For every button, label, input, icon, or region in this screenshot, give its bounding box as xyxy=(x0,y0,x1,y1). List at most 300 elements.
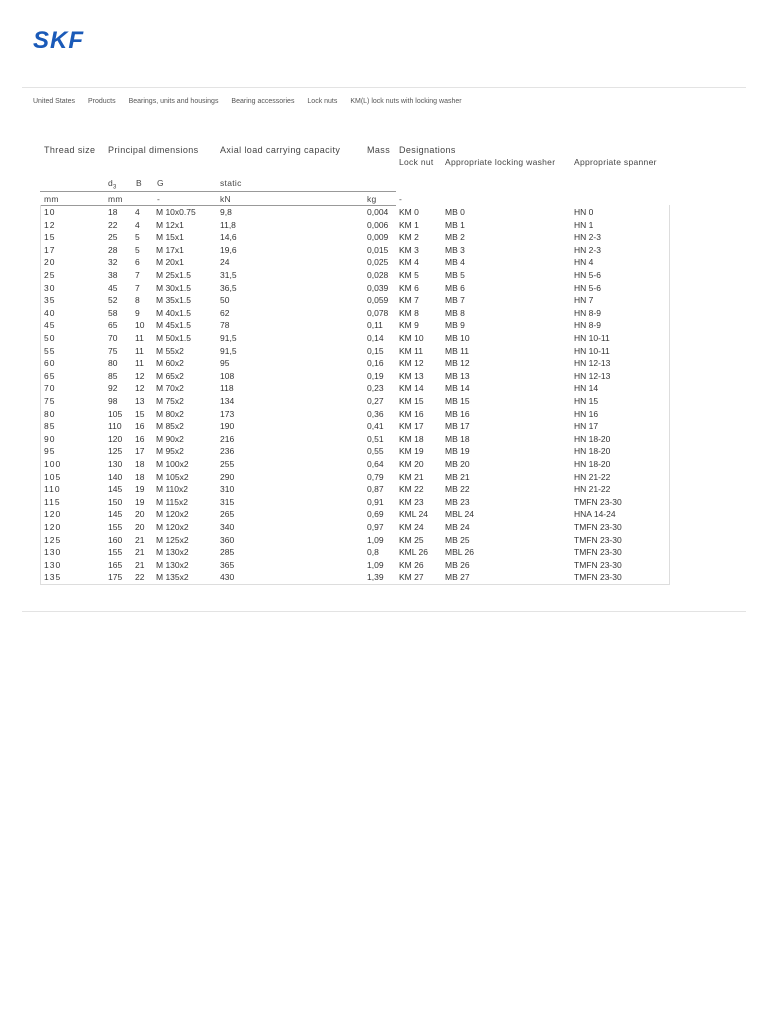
cell-thread-size: 30 xyxy=(44,282,56,293)
cell-locking-washer: MB 19 xyxy=(445,446,470,457)
cell-spanner: HN 4 xyxy=(574,257,594,268)
cell-d3: 125 xyxy=(108,446,123,457)
cell-locking-washer: MB 6 xyxy=(445,282,465,293)
cell-axial-load: 216 xyxy=(220,433,235,444)
cell-axial-load: 95 xyxy=(220,358,230,369)
cell-spanner: HN 10-11 xyxy=(574,345,610,356)
cell-mass: 0,8 xyxy=(367,547,379,558)
cell-mass: 0,009 xyxy=(367,232,389,243)
table-row xyxy=(40,244,670,257)
table-row xyxy=(40,282,670,295)
header-axial-load: Axial load carrying capacity xyxy=(220,145,341,155)
cell-thread-size: 75 xyxy=(44,396,56,406)
cell-g: M 50x1.5 xyxy=(156,333,191,343)
cell-axial-load: 91,5 xyxy=(220,333,237,343)
cell-b: 11 xyxy=(135,345,144,356)
cell-spanner: HN 8-9 xyxy=(574,307,601,318)
cell-g: M 25x1.5 xyxy=(156,270,191,280)
cell-lock-nut: KM 8 xyxy=(399,307,419,318)
table-row xyxy=(40,206,670,219)
header-principal-dimensions: Principal dimensions xyxy=(108,145,199,155)
cell-b: 4 xyxy=(135,219,140,230)
table-row xyxy=(40,571,670,584)
cell-locking-washer: MBL 26 xyxy=(445,547,474,558)
cell-axial-load: 62 xyxy=(220,307,230,318)
cell-lock-nut: KML 26 xyxy=(399,547,428,558)
cell-spanner: HN 16 xyxy=(574,408,599,419)
cell-spanner: HN 5-6 xyxy=(574,270,601,280)
breadcrumb-united-states[interactable]: United States xyxy=(33,98,76,105)
symbol-static: static xyxy=(220,178,242,188)
unit-g: - xyxy=(157,194,161,204)
breadcrumb xyxy=(33,98,473,105)
cell-g: M 115x2 xyxy=(156,496,188,507)
cell-spanner: HNA 14-24 xyxy=(574,509,616,520)
cell-mass: 0,025 xyxy=(367,257,389,268)
cell-lock-nut: KM 15 xyxy=(399,396,424,406)
table-row xyxy=(40,219,670,232)
cell-mass: 0,11 xyxy=(367,320,383,331)
cell-g: M 70x2 xyxy=(156,383,184,394)
cell-locking-washer: MB 11 xyxy=(445,345,469,356)
cell-mass: 0,79 xyxy=(367,471,384,482)
cell-locking-washer: MB 14 xyxy=(445,383,470,394)
cell-spanner: HN 10-11 xyxy=(574,333,610,343)
cell-lock-nut: KML 24 xyxy=(399,509,428,520)
cell-thread-size: 130 xyxy=(44,547,62,558)
cell-thread-size: 25 xyxy=(44,270,56,280)
cell-locking-washer: MB 13 xyxy=(445,370,470,381)
cell-thread-size: 55 xyxy=(44,345,56,356)
cell-lock-nut: KM 5 xyxy=(399,270,419,280)
cell-g: M 85x2 xyxy=(156,421,184,432)
cell-thread-size: 130 xyxy=(44,559,62,570)
cell-g: M 95x2 xyxy=(156,446,184,457)
cell-locking-washer: MB 16 xyxy=(445,408,470,419)
cell-b: 15 xyxy=(135,408,145,419)
cell-spanner: HN 8-9 xyxy=(574,320,601,331)
header-divider xyxy=(22,87,746,88)
cell-axial-load: 236 xyxy=(220,446,235,457)
cell-g: M 12x1 xyxy=(156,219,184,230)
cell-spanner: HN 14 xyxy=(574,383,599,394)
cell-thread-size: 35 xyxy=(44,295,56,306)
cell-lock-nut: KM 19 xyxy=(399,446,424,457)
cell-lock-nut: KM 4 xyxy=(399,257,419,268)
cell-b: 7 xyxy=(135,270,140,280)
cell-lock-nut: KM 0 xyxy=(399,207,419,217)
cell-d3: 22 xyxy=(108,219,118,230)
table-row xyxy=(40,370,670,383)
cell-thread-size: 60 xyxy=(44,358,56,369)
units-rule-top xyxy=(40,191,396,192)
cell-d3: 175 xyxy=(108,572,123,583)
unit-thread-size: mm xyxy=(44,194,59,204)
unit-mass: kg xyxy=(367,194,377,204)
cell-mass: 0,91 xyxy=(367,496,384,507)
cell-locking-washer: MB 24 xyxy=(445,522,470,532)
cell-b: 13 xyxy=(135,396,145,406)
cell-spanner: HN 18-20 xyxy=(574,459,611,469)
cell-spanner: HN 17 xyxy=(574,421,599,432)
cell-axial-load: 360 xyxy=(220,534,235,545)
cell-thread-size: 120 xyxy=(44,522,62,532)
cell-b: 20 xyxy=(135,509,145,520)
cell-locking-washer: MBL 24 xyxy=(445,509,474,520)
cell-b: 21 xyxy=(135,559,145,570)
cell-locking-washer: MB 21 xyxy=(445,471,470,482)
cell-b: 18 xyxy=(135,459,145,469)
cell-b: 20 xyxy=(135,522,145,532)
cell-b: 9 xyxy=(135,307,140,318)
cell-d3: 145 xyxy=(108,509,123,520)
cell-d3: 85 xyxy=(108,370,118,381)
cell-lock-nut: KM 2 xyxy=(399,232,419,243)
cell-b: 8 xyxy=(135,295,140,306)
cell-g: M 90x2 xyxy=(156,433,184,444)
cell-b: 16 xyxy=(135,433,145,444)
cell-locking-washer: MB 12 xyxy=(445,358,470,369)
cell-thread-size: 90 xyxy=(44,433,56,444)
cell-b: 11 xyxy=(135,333,144,343)
breadcrumb-bearing-accessories[interactable]: Bearing accessories xyxy=(231,98,295,105)
cell-b: 21 xyxy=(135,534,145,545)
cell-d3: 28 xyxy=(108,244,118,255)
cell-locking-washer: MB 25 xyxy=(445,534,470,545)
cell-spanner: HN 12-13 xyxy=(574,358,611,369)
breadcrumb-bearings-units-housings[interactable]: Bearings, units and housings xyxy=(128,98,219,105)
cell-axial-load: 118 xyxy=(220,383,234,394)
cell-spanner: HN 5-6 xyxy=(574,282,601,293)
header-mass: Mass xyxy=(367,145,391,155)
table-row xyxy=(40,357,670,370)
cell-lock-nut: KM 14 xyxy=(399,383,424,394)
cell-mass: 0,36 xyxy=(367,408,384,419)
cell-b: 19 xyxy=(135,496,145,507)
cell-lock-nut: KM 11 xyxy=(399,345,423,356)
cell-spanner: HN 18-20 xyxy=(574,433,611,444)
cell-axial-load: 50 xyxy=(220,295,230,306)
cell-d3: 65 xyxy=(108,320,118,331)
cell-g: M 120x2 xyxy=(156,522,189,532)
cell-thread-size: 12 xyxy=(44,219,56,230)
cell-d3: 155 xyxy=(108,547,123,558)
table-row xyxy=(40,559,670,572)
cell-thread-size: 110 xyxy=(44,484,61,495)
cell-thread-size: 100 xyxy=(44,459,62,469)
table-row xyxy=(40,345,670,358)
cell-axial-load: 11,8 xyxy=(220,219,236,230)
cell-thread-size: 40 xyxy=(44,307,56,318)
cell-locking-washer: MB 27 xyxy=(445,572,470,583)
table-row xyxy=(40,319,670,332)
cell-b: 7 xyxy=(135,282,140,293)
table-row xyxy=(40,420,670,433)
cell-b: 6 xyxy=(135,257,140,268)
cell-spanner: HN 1 xyxy=(574,219,594,230)
cell-axial-load: 265 xyxy=(220,509,235,520)
breadcrumb-products[interactable]: Products xyxy=(87,98,116,105)
cell-d3: 155 xyxy=(108,522,123,532)
header-designations: Designations xyxy=(399,145,456,155)
cell-b: 12 xyxy=(135,370,145,381)
cell-spanner: TMFN 23-30 xyxy=(574,572,622,583)
cell-axial-load: 134 xyxy=(220,396,235,406)
cell-lock-nut: KM 20 xyxy=(399,459,424,469)
breadcrumb-current-page[interactable]: KM(L) lock nuts with locking washer xyxy=(350,98,462,105)
cell-mass: 0,039 xyxy=(367,282,389,293)
footer-divider xyxy=(22,611,746,612)
cell-lock-nut: KM 16 xyxy=(399,408,424,419)
cell-d3: 18 xyxy=(108,207,118,217)
cell-axial-load: 31,5 xyxy=(220,270,237,280)
cell-lock-nut: KM 23 xyxy=(399,496,424,507)
table-row xyxy=(40,445,670,458)
unit-d3: mm xyxy=(108,194,123,204)
cell-d3: 110 xyxy=(108,421,122,432)
cell-spanner: HN 21-22 xyxy=(574,471,611,482)
cell-d3: 80 xyxy=(108,358,118,369)
cell-g: M 100x2 xyxy=(156,459,189,469)
symbol-d3: $d_3$ xyxy=(108,178,117,191)
cell-mass: 0,97 xyxy=(367,522,384,532)
cell-thread-size: 15 xyxy=(44,232,56,243)
cell-lock-nut: KM 1 xyxy=(399,219,419,230)
cell-axial-load: 285 xyxy=(220,547,235,558)
cell-spanner: HN 2-3 xyxy=(574,244,601,255)
cell-b: 5 xyxy=(135,244,140,255)
cell-locking-washer: MB 0 xyxy=(445,207,465,217)
table-row xyxy=(40,382,670,395)
cell-mass: 0,006 xyxy=(367,219,389,230)
cell-axial-load: 255 xyxy=(220,459,235,469)
cell-thread-size: 105 xyxy=(44,471,62,482)
cell-spanner: TMFN 23-30 xyxy=(574,534,622,545)
cell-axial-load: 14,6 xyxy=(220,232,237,243)
cell-axial-load: 340 xyxy=(220,522,235,532)
table-row xyxy=(40,307,670,320)
cell-locking-washer: MB 10 xyxy=(445,333,470,343)
header-locking-washer: Appropriate locking washer xyxy=(445,157,556,167)
cell-d3: 70 xyxy=(108,333,118,343)
cell-spanner: TMFN 23-30 xyxy=(574,522,622,532)
cell-mass: 0,55 xyxy=(367,446,384,457)
table-row xyxy=(40,471,670,484)
cell-g: M 130x2 xyxy=(156,559,189,570)
cell-d3: 105 xyxy=(108,408,123,419)
cell-thread-size: 65 xyxy=(44,370,56,381)
cell-lock-nut: KM 25 xyxy=(399,534,424,545)
cell-locking-washer: MB 26 xyxy=(445,559,470,570)
cell-lock-nut: KM 27 xyxy=(399,572,424,583)
cell-mass: 0,15 xyxy=(367,345,384,356)
cell-thread-size: 80 xyxy=(44,408,56,419)
cell-axial-load: 290 xyxy=(220,471,235,482)
cell-d3: 92 xyxy=(108,383,118,394)
cell-lock-nut: KM 26 xyxy=(399,559,424,570)
cell-mass: 0,16 xyxy=(367,358,384,369)
cell-mass: 1,39 xyxy=(367,572,384,583)
cell-g: M 110x2 xyxy=(156,484,188,495)
cell-g: M 17x1 xyxy=(156,244,184,255)
cell-b: 5 xyxy=(135,232,140,243)
cell-spanner: HN 15 xyxy=(574,396,599,406)
cell-d3: 145 xyxy=(108,484,123,495)
cell-axial-load: 173 xyxy=(220,408,235,419)
cell-g: M 135x2 xyxy=(156,572,189,583)
cell-d3: 150 xyxy=(108,496,123,507)
unit-designations: - xyxy=(399,194,403,204)
cell-g: M 80x2 xyxy=(156,408,184,419)
table-row xyxy=(40,521,670,534)
cell-locking-washer: MB 4 xyxy=(445,257,465,268)
cell-g: M 55x2 xyxy=(156,345,184,356)
cell-mass: 0,14 xyxy=(367,333,384,343)
unit-axial-load: kN xyxy=(220,194,231,204)
cell-lock-nut: KM 6 xyxy=(399,282,419,293)
cell-thread-size: 45 xyxy=(44,320,56,331)
table-row xyxy=(40,534,670,547)
cell-g: M 10x0.75 xyxy=(156,207,196,217)
cell-b: 18 xyxy=(135,471,145,482)
header-lock-nut: Lock nut xyxy=(399,157,434,167)
cell-mass: 0,078 xyxy=(367,307,389,318)
cell-mass: 0,19 xyxy=(367,370,384,381)
cell-mass: 0,059 xyxy=(367,295,389,306)
cell-axial-load: 310 xyxy=(220,484,235,495)
symbol-g: G xyxy=(157,178,164,188)
cell-thread-size: 85 xyxy=(44,421,56,432)
cell-b: 12 xyxy=(135,383,145,394)
cell-d3: 25 xyxy=(108,232,118,243)
table-row xyxy=(40,395,670,408)
cell-lock-nut: KM 3 xyxy=(399,244,419,255)
cell-b: 4 xyxy=(135,207,140,217)
cell-mass: 0,23 xyxy=(367,383,384,394)
cell-axial-load: 9,8 xyxy=(220,207,232,217)
symbol-b: B xyxy=(136,178,142,188)
cell-axial-load: 24 xyxy=(220,257,230,268)
cell-lock-nut: KM 17 xyxy=(399,421,424,432)
cell-g: M 15x1 xyxy=(156,232,184,243)
cell-axial-load: 91,5 xyxy=(220,345,237,356)
cell-g: M 35x1.5 xyxy=(156,295,191,306)
cell-d3: 165 xyxy=(108,559,123,570)
cell-locking-washer: MB 8 xyxy=(445,307,465,318)
cell-spanner: TMFN 23-30 xyxy=(574,496,622,507)
cell-b: 17 xyxy=(135,446,145,457)
cell-lock-nut: KM 18 xyxy=(399,433,424,444)
cell-mass: 0,87 xyxy=(367,484,384,495)
cell-d3: 140 xyxy=(108,471,123,482)
cell-spanner: TMFN 23-30 xyxy=(574,559,622,570)
cell-axial-load: 315 xyxy=(220,496,235,507)
header-thread-size: Thread size xyxy=(44,145,96,155)
cell-mass: 0,69 xyxy=(367,509,384,520)
cell-locking-washer: MB 15 xyxy=(445,396,470,406)
cell-mass: 0,27 xyxy=(367,396,384,406)
table-row xyxy=(40,408,670,421)
cell-d3: 120 xyxy=(108,433,123,444)
cell-mass: 0,51 xyxy=(367,433,384,444)
cell-g: M 20x1 xyxy=(156,257,184,268)
table-row xyxy=(40,483,670,496)
cell-locking-washer: MB 2 xyxy=(445,232,465,243)
table-row xyxy=(40,294,670,307)
cell-mass: 0,64 xyxy=(367,459,384,469)
cell-g: M 40x1.5 xyxy=(156,307,191,318)
cell-locking-washer: MB 1 xyxy=(445,219,465,230)
skf-logo[interactable]: SKF xyxy=(33,27,84,54)
cell-axial-load: 365 xyxy=(220,559,235,570)
cell-d3: 98 xyxy=(108,396,118,406)
cell-b: 16 xyxy=(135,421,145,432)
breadcrumb-lock-nuts[interactable]: Lock nuts xyxy=(307,98,338,105)
table-row xyxy=(40,508,670,521)
cell-mass: 0,028 xyxy=(367,270,389,280)
cell-locking-washer: MB 5 xyxy=(445,270,465,280)
cell-d3: 160 xyxy=(108,534,123,545)
cell-mass: 0,015 xyxy=(367,244,389,255)
cell-thread-size: 20 xyxy=(44,257,56,268)
cell-g: M 105x2 xyxy=(156,471,189,482)
table-row xyxy=(40,231,670,244)
cell-lock-nut: KM 9 xyxy=(399,320,419,331)
cell-spanner: HN 2-3 xyxy=(574,232,601,243)
cell-g: M 75x2 xyxy=(156,396,184,406)
cell-thread-size: 95 xyxy=(44,446,56,457)
cell-locking-washer: MB 23 xyxy=(445,496,470,507)
cell-d3: 38 xyxy=(108,270,118,280)
cell-lock-nut: KM 22 xyxy=(399,484,424,495)
table-row xyxy=(40,546,670,559)
cell-g: M 120x2 xyxy=(156,509,189,520)
cell-spanner: HN 21-22 xyxy=(574,484,611,495)
cell-locking-washer: MB 17 xyxy=(445,421,470,432)
cell-spanner: HN 7 xyxy=(574,295,594,306)
cell-d3: 52 xyxy=(108,295,118,306)
cell-g: M 65x2 xyxy=(156,370,184,381)
cell-b: 11 xyxy=(135,358,144,369)
cell-spanner: HN 0 xyxy=(574,207,594,217)
cell-g: M 30x1.5 xyxy=(156,282,191,293)
cell-thread-size: 50 xyxy=(44,333,56,343)
cell-b: 21 xyxy=(135,547,145,558)
table-row xyxy=(40,458,670,471)
cell-g: M 60x2 xyxy=(156,358,184,369)
cell-spanner: TMFN 23-30 xyxy=(574,547,622,558)
cell-locking-washer: MB 20 xyxy=(445,459,470,469)
cell-axial-load: 108 xyxy=(220,370,235,381)
cell-b: 19 xyxy=(135,484,145,495)
cell-thread-size: 135 xyxy=(44,572,62,583)
cell-locking-washer: MB 3 xyxy=(445,244,465,255)
cell-g: M 45x1.5 xyxy=(156,320,191,331)
cell-spanner: HN 18-20 xyxy=(574,446,611,457)
table-row xyxy=(40,433,670,446)
cell-d3: 75 xyxy=(108,345,118,356)
cell-thread-size: 120 xyxy=(44,509,62,520)
cell-lock-nut: KM 10 xyxy=(399,333,424,343)
cell-axial-load: 19,6 xyxy=(220,244,237,255)
table-row xyxy=(40,496,670,509)
cell-spanner: HN 12-13 xyxy=(574,370,611,381)
cell-lock-nut: KM 13 xyxy=(399,370,424,381)
cell-axial-load: 36,5 xyxy=(220,282,237,293)
cell-axial-load: 78 xyxy=(220,320,230,331)
cell-lock-nut: KM 24 xyxy=(399,522,424,532)
cell-lock-nut: KM 21 xyxy=(399,471,424,482)
